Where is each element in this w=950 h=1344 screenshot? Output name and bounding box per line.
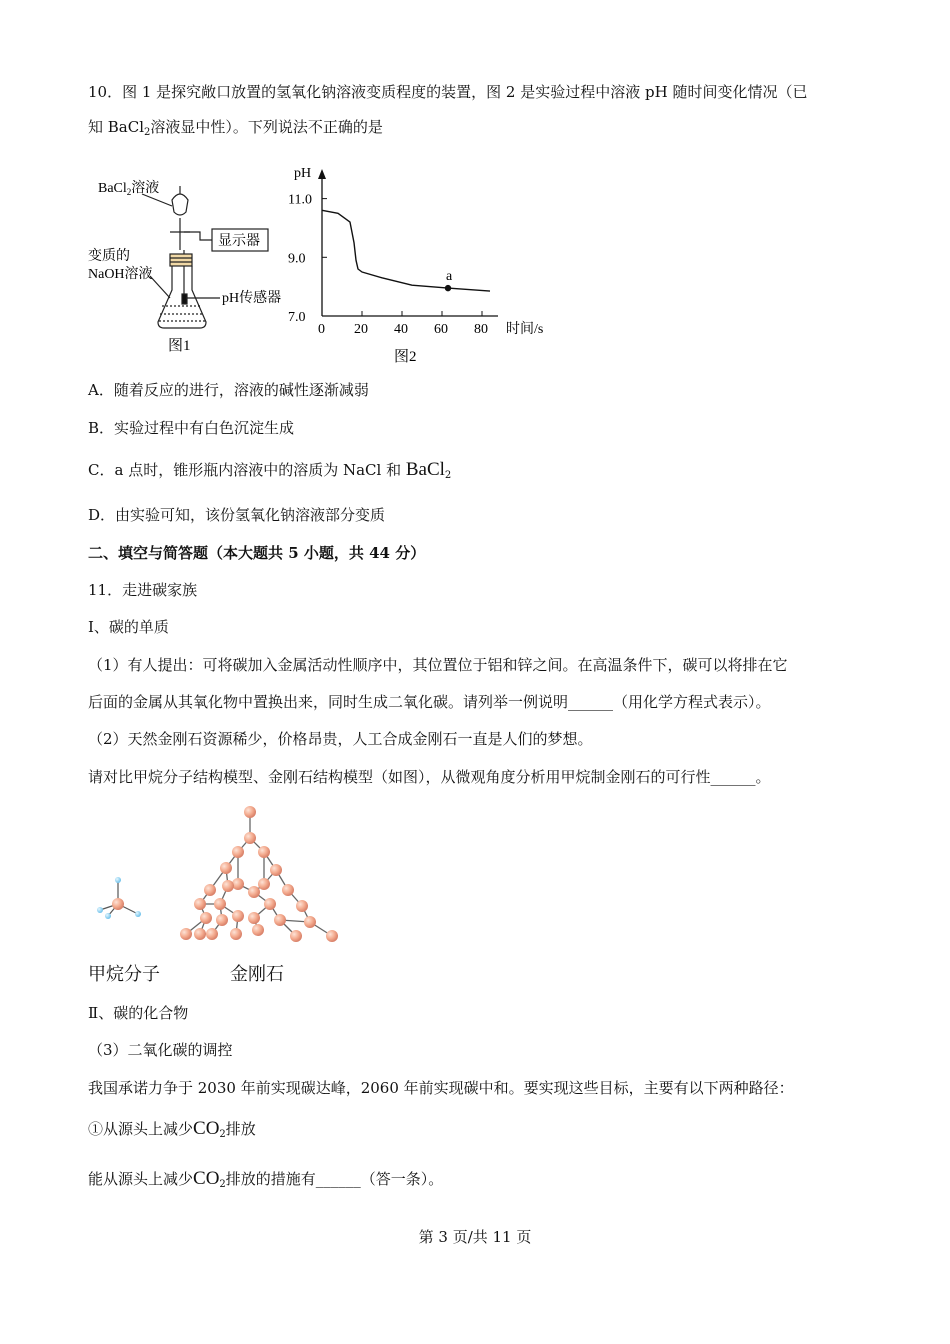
y-axis-label: pH <box>294 166 312 181</box>
carbon-atom <box>264 898 276 910</box>
carbon-atom <box>296 900 308 912</box>
carbon-atom <box>232 910 244 922</box>
carbon-atom <box>252 924 264 936</box>
ph-series-line <box>322 210 490 291</box>
q10-option-c-formula: BaCl <box>405 459 445 480</box>
separatory-funnel-icon <box>172 194 188 215</box>
section2-heading: 二、填空与简答题（本大题共 5 小题，共 44 分） <box>88 544 426 562</box>
y-tick-label: 9.0 <box>288 251 306 267</box>
q11-p3-path-post: 排放 <box>225 1120 256 1138</box>
q11-p1-line1: （1）有人提出：可将碳加入金属活动性顺序中，其位置位于铝和锌之间。在高温条件下，碳可以将排在它 <box>88 656 788 674</box>
rubber-stopper <box>170 254 192 266</box>
carbon-atom <box>194 898 206 910</box>
carbon-structure-models <box>88 800 368 960</box>
carbon-atom <box>180 928 192 940</box>
q11-p3-question-formula: CO <box>193 1168 220 1189</box>
display-cable <box>184 232 212 240</box>
q10-option-c-text: C．a 点时，锥形瓶内溶液中的溶质为 NaCl 和 <box>88 461 406 479</box>
q10-stem-line2-pre: 知 BaCl <box>88 118 145 136</box>
carbon-atom <box>248 886 260 898</box>
carbon-atom <box>232 878 244 890</box>
carbon-atom <box>230 928 242 940</box>
carbon-atom <box>258 878 270 890</box>
q11-p3-question <box>88 1169 443 1189</box>
carbon-atom <box>326 930 338 942</box>
q11-part2-heading: Ⅱ、碳的化合物 <box>88 1004 189 1022</box>
q10-option-a: A．随着反应的进行，溶液的碱性逐渐减弱 <box>88 381 369 399</box>
methane-molecule-icon <box>97 877 141 919</box>
q11-p3-title: （3）二氧化碳的调控 <box>88 1041 233 1059</box>
carbon-atom <box>206 928 218 940</box>
q10-stem-subscript: 2 <box>144 127 151 138</box>
fig1-naoh-label-1: 变质的 <box>88 249 130 264</box>
carbon-atom <box>270 864 282 876</box>
fig2-chart <box>288 166 543 365</box>
fig1-bacl2-label: BaCl$_2$溶液 <box>98 181 160 197</box>
fig1-naoh-label-2: NaOH溶液 <box>88 267 153 282</box>
q10-option-d: D．由实验可知，该份氢氧化钠溶液部分变质 <box>88 506 386 524</box>
carbon-atom <box>214 898 226 910</box>
q11-part1-heading: Ⅰ、碳的单质 <box>88 618 169 636</box>
q10-stem-line2-post: 溶液显中性）。下列说法不正确的是 <box>150 118 383 136</box>
chart-title: 图2 <box>394 349 417 365</box>
q11-p1-line2: 后面的金属从其氧化物中置换出来，同时生成二氧化碳。请列举一例说明______（用化学方程式表示）。 <box>88 693 771 711</box>
x-tick-label: 80 <box>474 322 488 337</box>
point-a-label: a <box>446 269 453 285</box>
q10-option-c-subscript: 2 <box>444 470 452 481</box>
diamond-lattice-icon <box>180 806 338 942</box>
q11-p3-path-pre: ①从源头上减少 <box>88 1120 194 1138</box>
page-footer: 第 3 页/共 11 页 <box>418 1228 532 1246</box>
q11-p3-question-pre: 能从源头上减少 <box>88 1170 194 1188</box>
q11-p3-formula: CO <box>193 1118 220 1139</box>
x-tick-label: 0 <box>318 322 325 337</box>
carbon-atom <box>244 832 256 844</box>
y-tick-label: 7.0 <box>288 310 306 325</box>
fig1-sensor-label: pH传感器 <box>222 291 282 306</box>
y-axis-arrow <box>318 169 326 179</box>
x-tick-label: 40 <box>394 322 408 337</box>
x-axis-label: 时间/s <box>506 322 544 337</box>
carbon-atom <box>290 930 302 942</box>
carbon-atom <box>222 880 234 892</box>
carbon-atom <box>204 884 216 896</box>
methane-caption: 甲烷分子 <box>88 964 160 985</box>
q11-p3-path <box>88 1119 256 1139</box>
q10-option-b: B．实验过程中有白色沉淀生成 <box>88 419 295 437</box>
q11-title: 11．走进碳家族 <box>88 581 198 599</box>
x-tick-label: 20 <box>354 322 368 337</box>
y-tick-label: 11.0 <box>288 192 312 208</box>
carbon-atom <box>194 928 206 940</box>
carbon-atom <box>248 912 260 924</box>
fig1-display-label: 显示器 <box>218 234 260 249</box>
q11-p3-question-formula-sub: 2 <box>219 1179 226 1190</box>
carbon-atom <box>282 884 294 896</box>
q11-p3-line1: 我国承诺力争于 2030 年前实现碳达峰，2060 年前实现碳中和。要实现这些目标，主要有以下两种路径： <box>88 1079 794 1097</box>
q11-p2-line1: （2）天然金刚石资源稀少，价格昂贵，人工合成金刚石一直是人们的梦想。 <box>88 730 593 748</box>
fig1-caption: 图1 <box>168 338 191 354</box>
point-a-marker <box>445 285 451 291</box>
q10-stem-line2 <box>88 117 383 137</box>
q11-p3-formula-sub: 2 <box>219 1129 226 1140</box>
ph-sensor-probe <box>182 294 187 304</box>
q10-figures <box>80 150 560 370</box>
q10-stem-line1: 10．图 1 是探究敞口放置的氢氧化钠溶液变质程度的装置，图 2 是实验过程中溶液 pH 随时间变化情况（已 <box>88 83 808 101</box>
carbon-atom <box>304 916 316 928</box>
leader-naoh <box>150 276 170 298</box>
q10-option-c <box>88 460 451 480</box>
carbon-atom <box>244 806 256 818</box>
carbon-atom <box>200 912 212 924</box>
carbon-atom <box>274 914 286 926</box>
carbon-atom <box>216 914 228 926</box>
q11-p2-line2: 请对比甲烷分子结构模型、金刚石结构模型（如图），从微观角度分析用甲烷制金刚石的可行性______。 <box>88 768 771 786</box>
q11-p3-question-post: 排放的措施有______（答一条）。 <box>225 1170 444 1188</box>
x-tick-label: 60 <box>434 322 448 337</box>
carbon-atom <box>220 862 232 874</box>
fig1-apparatus <box>142 186 268 328</box>
carbon-atom <box>258 846 270 858</box>
diamond-caption: 金刚石 <box>230 964 284 985</box>
carbon-atom <box>232 846 244 858</box>
